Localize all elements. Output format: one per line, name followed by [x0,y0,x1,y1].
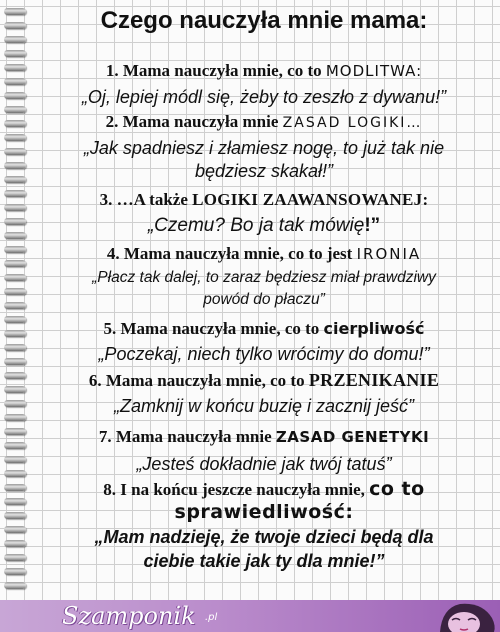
spiral-ring [4,190,26,197]
spiral-ring [4,512,26,519]
spiral-ring [4,344,26,351]
spiral-ring [4,372,26,379]
spiral-ring [4,316,26,323]
spiral-ring [4,162,26,169]
spiral-ring [4,232,26,239]
item-5-keyword: cierpliwość [323,319,425,338]
spiral-ring [4,218,26,225]
item-3-keyword: LOGIKI ZAAWANSOWANEJ: [192,190,429,209]
spiral-ring [4,176,26,183]
spiral-ring [4,428,26,435]
item-2-quote-line-1: „Jak spadniesz i złamiesz nogę, to już tak nie [83,138,445,158]
page-title: Czego nauczyła mnie mama: [100,7,428,34]
spiral-ring [4,260,26,267]
item-8-quote-line-2: ciebie takie jak ty dla mnie!” [143,551,385,571]
spiral-ring [4,78,26,85]
spiral-ring [4,484,26,491]
spiral-ring [4,204,26,211]
item-2-lead: 2. Mama nauczyła mnie [105,112,283,131]
spiral-ring [4,50,26,57]
spiral-binding [0,0,30,596]
item-1-lead: 1. Mama nauczyła mnie, co to [105,61,326,80]
cartoon-face-icon [400,600,500,632]
spiral-ring [4,540,26,547]
brand-tld: .pl [205,612,218,623]
item-4-heading [36,243,492,265]
spiral-ring [4,470,26,477]
item-8-lead: 8. I na końcu jeszcze nauczyła mnie, [103,480,370,499]
item-8-keyword-2: sprawiedliwość: [174,501,354,523]
spiral-ring [4,414,26,421]
spiral-ring [4,400,26,407]
spiral-ring [4,330,26,337]
spiral-ring [4,288,26,295]
item-1-keyword: MODLITWA: [325,62,423,80]
item-8-quote-line-1: „Mam nadzieję, że twoje dzieci będą dla [94,527,434,547]
item-7-quote: „Jesteś dokładnie jak twój tatuś” [136,454,392,474]
item-1-quote: „Oj, lepiej módl się, żeby to zeszło z dywanu!” [81,87,447,107]
spiral-ring [4,302,26,309]
spiral-ring [4,148,26,155]
item-2-keyword: ZASAD LOGIKI… [282,115,423,131]
item-4-quote-line-1: „Płacz tak dalej, to zaraz będziesz miał prawdziwy [92,269,436,286]
spiral-ring [4,120,26,127]
content [36,0,492,596]
spiral-ring [4,386,26,393]
spiral-ring [4,106,26,113]
item-3-heading [36,189,492,211]
spiral-ring [4,36,26,43]
footer-banner [0,600,500,632]
brand-logo: Szamponik [62,602,196,630]
item-3-quote-end: !” [364,215,381,236]
item-2-heading [36,111,492,134]
spiral-ring [4,456,26,463]
item-7-lead: 7. Mama nauczyła mnie [98,427,276,446]
spiral-ring [4,498,26,505]
item-8-heading [36,478,492,501]
spiral-ring [4,442,26,449]
item-3-quote [36,214,492,238]
item-5-lead: 5. Mama nauczyła mnie, co to [103,319,324,338]
spiral-ring [4,582,26,589]
item-6-heading [36,369,492,392]
item-1-heading [36,60,492,82]
item-2-quote-line-2: będziesz skakał!” [194,161,334,181]
item-3-quote-text: „Czemu? Bo ja tak mówię [147,215,365,236]
item-7-keyword: ZASAD GENETYKI [275,428,430,446]
spiral-ring [4,8,26,15]
spiral-ring [4,554,26,561]
item-6-keyword: PRZENIKANIE [308,370,440,390]
item-5-quote: „Poczekaj, niech tylko wrócimy do domu!” [98,344,430,364]
spiral-ring [4,526,26,533]
item-7-heading [36,426,492,448]
item-4-lead: 4. Mama nauczyła mnie, co to jest [106,244,357,263]
item-3-lead: 3. …A także [99,190,193,209]
item-4-quote-line-2: powód do płaczu” [203,291,325,308]
item-6-lead: 6. Mama nauczyła mnie, co to [88,371,309,390]
item-6-quote: „Zamknij w końcu buzię i zacznij jeść” [113,396,415,416]
spiral-ring [4,92,26,99]
spiral-ring [4,246,26,253]
spiral-ring [4,358,26,365]
item-4-keyword: IRONIA [356,245,422,263]
spiral-ring [4,64,26,71]
spiral-ring [4,568,26,575]
spiral-ring [4,22,26,29]
spiral-ring [4,274,26,281]
spiral-ring [4,134,26,141]
item-8-keyword-1: co to [369,478,425,500]
item-5-heading [36,318,492,340]
